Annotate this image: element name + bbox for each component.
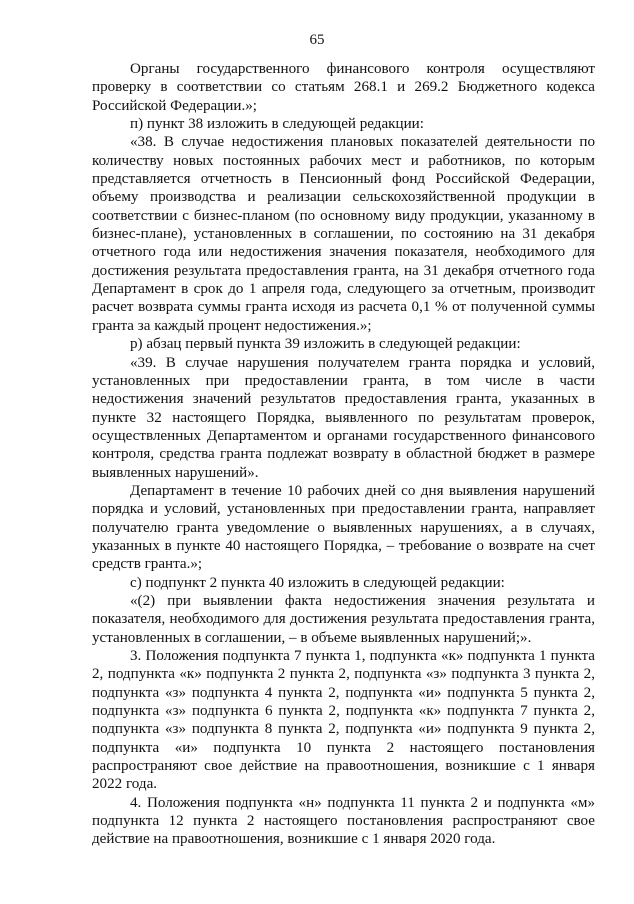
paragraph-item-38: «38. В случае недостижения плановых показателей деятельности по количеству новых постоянных рабочих мест и работников, по которым представляется отчетность в Пенсионный фонд Российской Федерации, объему производства и реализации сельскохозяйственной продукции в соответствии с бизнес-планом (по основному виду продукции, указанному в бизнес-плане), установленных в соглашении, по состоянию на 31 декабря отчетного года или недостижения значения показателя, необходимого для достижения результата предоставления гранта, на 31 декабря отчетного года Департамент в срок до 1 апреля года, следующего за отчетным, производит расчет возврата суммы гранта исходя из расчета 0,1 % от полученной суммы гранта за каждый процент недостижения.»;: [92, 134, 595, 334]
paragraph-clause-3: 3. Положения подпункта 7 пункта 1, подпункта «к» подпункта 1 пункта 2, подпункта «к» подпункта 2 пункта 2, подпункта «з» подпункта 3 пункта 2, подпункта «з» подпункта 4 пункта 2, подпункта «и» подпункта 5 пункта 2, подпункта «з» подпункта 6 пункта 2, подпункта «к» подпункта 7 пункта 2, подпункта «з» подпункта 8 пункта 2, подпункта «и» подпункта 9 пункта 2, подпункта «и» подпункта 10 пункта 2 настоящего постановления распространяют свое действие на правоотношения, возникшие с 1 января 2022 года.: [92, 648, 595, 793]
paragraph-item-39: «39. В случае нарушения получателем гранта порядка и условий, установленных при предоставлении гранта, в том числе в части недостижения значений результатов предоставления гранта, указанных в пункте 32 настоящего Порядка, выявленного по результатам проверок, осуществленных Департаментом и органами государственного финансового контроля, средства гранта подлежат возврату в областной бюджет в размере выявленных нарушений».: [92, 354, 595, 481]
paragraph-control-bodies: Органы государственного финансового контроля осуществляют проверку в соответствии со статьям 268.1 и 269.2 Бюджетного кодекса Российской Федерации.»;: [92, 61, 595, 114]
paragraph-clause-4: 4. Положения подпункта «н» подпункта 11 пункта 2 и подпункта «м» подпункта 12 пункта 2 настоящего постановления распространяют свое действие на правоотношения, возникшие с 1 января 2020 года.: [92, 794, 595, 848]
paragraph-subitem-r: р) абзац первый пункта 39 изложить в следующей редакции:: [130, 336, 521, 353]
paragraph-department-notice: Департамент в течение 10 рабочих дней со дня выявления нарушений порядка и условий, установленных при предоставлении гранта, направляет получателю гранта уведомление о выявленных нарушениях, а в случаях, указанных в пункте 40 настоящего Порядка, – требование о возврате на счет средств гранта.»;: [92, 482, 595, 573]
document-body: [92, 60, 595, 849]
paragraph-item-40-2: «(2) при выявлении факта недостижения значения результата и показателя, необходимого для достижения результата предоставления гранта, установленных в соглашении, – в объеме выявленных нарушений;».: [92, 592, 595, 646]
page-number: 65: [309, 32, 325, 48]
paragraph-subitem-s: с) подпункт 2 пункта 40 изложить в следующей редакции:: [130, 574, 505, 591]
paragraph-subitem-p: п) пункт 38 изложить в следующей редакции:: [130, 116, 424, 133]
